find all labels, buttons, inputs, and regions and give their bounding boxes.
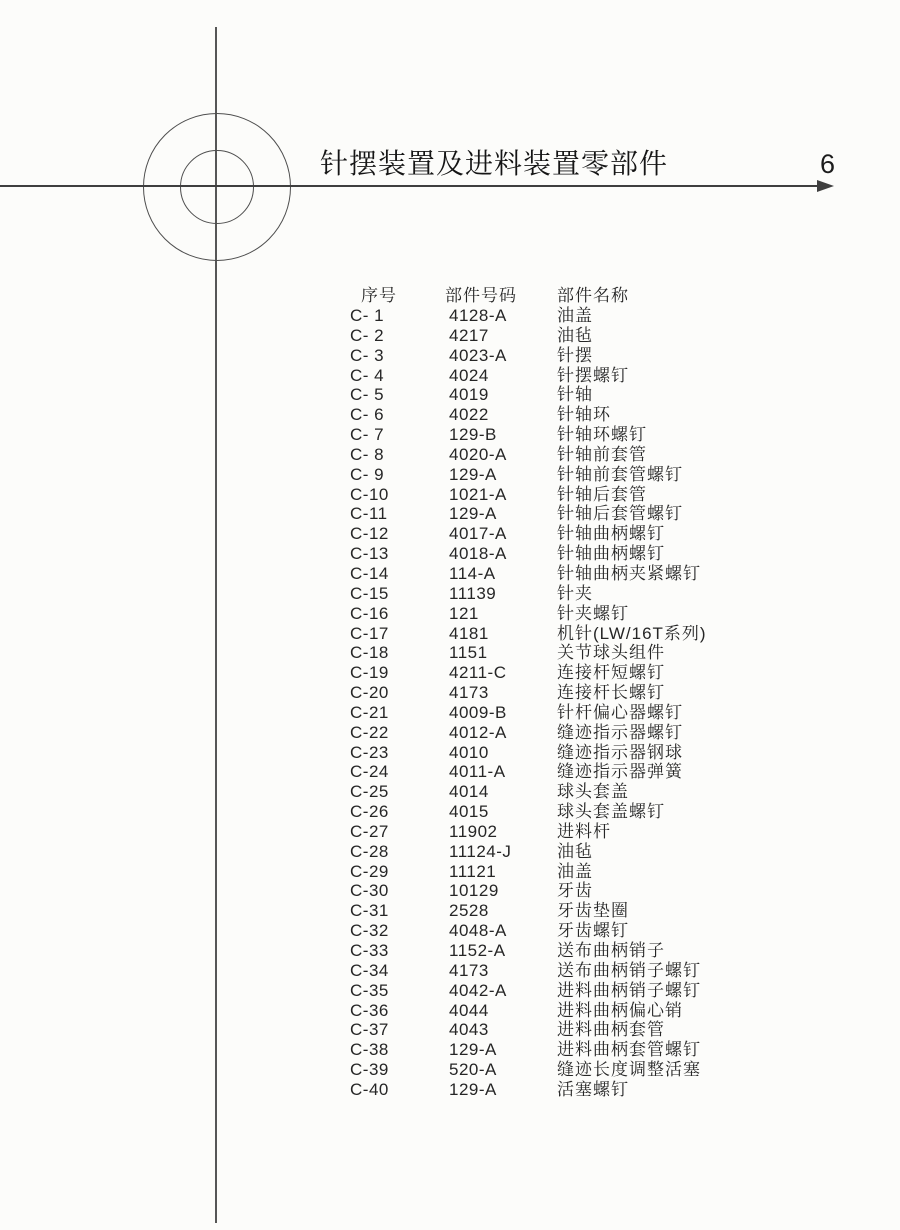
table-row [0, 981, 900, 1001]
cell-part-name: 针轴环 [557, 405, 611, 425]
cell-part-name: 针轴后套管螺钉 [557, 504, 683, 524]
cell-part-name: 针轴曲柄螺钉 [557, 544, 665, 564]
cell-part-name: 牙齿垫圈 [557, 901, 629, 921]
cell-serial: C-24 [350, 762, 389, 782]
table-row [0, 901, 900, 921]
cell-part-number: 1021-A [449, 484, 507, 504]
cell-part-name: 缝迹指示器螺钉 [557, 722, 683, 742]
table-row [0, 1060, 900, 1080]
cell-part-number: 114-A [449, 563, 496, 583]
cell-part-name: 缝迹长度调整活塞 [557, 1060, 701, 1080]
cell-serial: C-23 [350, 742, 389, 762]
cell-serial: C-34 [350, 960, 389, 980]
column-header-part-number: 部件号码 [445, 286, 517, 305]
cell-part-number: 1151 [449, 643, 488, 663]
cell-part-name: 针摆 [557, 345, 593, 365]
cell-part-number: 129-A [449, 464, 497, 484]
cell-part-number: 4022 [449, 405, 489, 425]
cell-serial: C-11 [350, 504, 388, 524]
cell-part-name: 送布曲柄销子 [557, 941, 665, 960]
cell-part-number: 2528 [449, 901, 489, 921]
table-row [0, 326, 900, 346]
table-row [0, 346, 900, 366]
cell-part-name: 针轴曲柄夹紧螺钉 [557, 563, 701, 583]
cell-serial: C-31 [350, 901, 389, 921]
cell-serial: C-21 [350, 702, 389, 722]
table-row [0, 723, 900, 743]
cell-serial: C-33 [350, 941, 389, 960]
table-row [0, 643, 900, 663]
table-row [0, 762, 900, 782]
cell-part-name: 牙齿 [557, 881, 593, 901]
cell-serial: C-37 [350, 1020, 389, 1040]
cell-part-name: 活塞螺钉 [557, 1079, 629, 1099]
table-row [0, 385, 900, 405]
cell-serial: C-19 [350, 663, 389, 683]
cell-serial: C- 6 [350, 405, 385, 425]
cell-part-number: 4018-A [449, 544, 507, 564]
cell-part-name: 连接杆长螺钉 [557, 683, 665, 703]
cell-serial: C-16 [350, 603, 389, 623]
cell-part-name: 针轴 [557, 385, 593, 405]
cell-part-number: 129-A [449, 504, 497, 524]
table-row [0, 504, 900, 524]
cell-part-number: 11902 [449, 821, 498, 841]
cell-serial: C-22 [350, 722, 389, 742]
cell-part-number: 4173 [449, 960, 489, 980]
cell-part-number: 129-A [449, 1079, 497, 1099]
table-row [0, 425, 900, 445]
column-header-serial: 序号 [361, 286, 397, 305]
cell-serial: C-20 [350, 683, 389, 703]
column-header-part-name: 部件名称 [557, 286, 629, 305]
cell-serial: C- 3 [350, 345, 385, 365]
table-row [0, 1020, 900, 1040]
cell-serial: C-15 [350, 583, 389, 603]
cell-serial: C- 7 [350, 425, 385, 445]
cell-part-number: 4014 [449, 782, 489, 802]
cell-part-name: 进料曲柄销子螺钉 [557, 980, 701, 1000]
arrow-right-icon [817, 180, 834, 192]
cell-serial: C- 2 [350, 325, 385, 345]
cell-part-number: 4010 [449, 742, 489, 762]
table-row [0, 445, 900, 465]
table-row [0, 485, 900, 505]
cell-part-number: 10129 [449, 881, 499, 901]
cell-part-number: 11124-J [449, 841, 512, 861]
cell-part-name: 进料曲柄偏心销 [557, 1000, 683, 1020]
table-header-row [0, 286, 900, 306]
page-number: 6 [820, 149, 836, 179]
table-row [0, 802, 900, 822]
cell-part-name: 针轴环螺钉 [557, 425, 647, 445]
cell-part-name: 针摆螺钉 [557, 365, 629, 385]
cell-part-number: 4009-B [449, 702, 507, 722]
cell-part-name: 针轴后套管 [557, 484, 647, 504]
cell-part-number: 4173 [449, 683, 489, 703]
table-row [0, 782, 900, 802]
table-row [0, 862, 900, 882]
cell-part-name: 缝迹指示器钢球 [557, 742, 683, 762]
cell-part-number: 121 [449, 603, 479, 623]
cell-serial: C-38 [350, 1040, 389, 1060]
cell-part-name: 球头套盖 [557, 782, 629, 802]
cell-serial: C-39 [350, 1060, 389, 1080]
cell-part-number: 129-A [449, 1040, 497, 1060]
cell-serial: C-27 [350, 821, 389, 841]
table-row [0, 584, 900, 604]
cell-part-number: 4042-A [449, 980, 507, 1000]
cell-part-number: 4024 [449, 365, 489, 385]
cell-part-name: 油毡 [557, 841, 593, 861]
cell-part-number: 4211-C [449, 663, 507, 683]
cell-part-name: 针轴前套管 [557, 444, 647, 464]
page-title: 针摆装置及进料装置零部件 [320, 148, 669, 179]
cell-part-number: 4217 [449, 325, 489, 345]
table-row [0, 544, 900, 564]
table-row [0, 683, 900, 703]
cell-serial: C- 9 [350, 464, 385, 484]
table-row [0, 604, 900, 624]
table-row [0, 703, 900, 723]
cell-part-name: 牙齿螺钉 [557, 921, 629, 941]
table-row [0, 921, 900, 941]
table-row [0, 306, 900, 326]
cell-part-name: 针夹螺钉 [557, 603, 629, 623]
cell-serial: C- 5 [350, 385, 385, 405]
table-row [0, 961, 900, 981]
table-row [0, 405, 900, 425]
cell-part-name: 进料曲柄套管螺钉 [557, 1040, 701, 1060]
cell-serial: C-12 [350, 524, 389, 544]
cell-part-number: 4020-A [449, 444, 507, 464]
cell-part-name: 针杆偏心器螺钉 [557, 702, 683, 722]
cell-serial: C-25 [350, 782, 389, 802]
cell-part-number: 4023-A [449, 345, 507, 365]
cell-part-number: 4019 [449, 385, 489, 405]
cell-part-name: 送布曲柄销子螺钉 [557, 960, 701, 980]
table-row [0, 941, 900, 961]
cell-part-number: 4012-A [449, 722, 507, 742]
cell-part-number: 4128-A [449, 306, 507, 325]
cell-serial: C-30 [350, 881, 389, 901]
table-row [0, 663, 900, 683]
cell-serial: C-35 [350, 980, 389, 1000]
cell-part-number: 129-B [449, 425, 497, 445]
cell-serial: C-10 [350, 484, 389, 504]
table-row [0, 1080, 900, 1100]
cell-serial: C-18 [350, 643, 389, 663]
table-row [0, 465, 900, 485]
table-row [0, 366, 900, 386]
cell-serial: C- 1 [350, 306, 385, 325]
cell-part-name: 针轴曲柄螺钉 [557, 524, 665, 544]
cell-part-number: 4048-A [449, 921, 507, 941]
table-row [0, 822, 900, 842]
cell-part-number: 4015 [449, 802, 489, 822]
table-row [0, 564, 900, 584]
cell-serial: C-26 [350, 802, 389, 822]
cell-part-name: 油盖 [557, 861, 593, 881]
table-row [0, 743, 900, 763]
cell-part-number: 4043 [449, 1020, 489, 1040]
cell-part-name: 机针(LW/16T系列) [557, 623, 707, 643]
cell-part-name: 油毡 [557, 325, 593, 345]
cell-serial: C- 8 [350, 444, 385, 464]
cell-serial: C-32 [350, 921, 389, 941]
cell-serial: C-14 [350, 563, 389, 583]
table-row [0, 524, 900, 544]
cell-serial: C-17 [350, 623, 389, 643]
cell-part-number: 1152-A [449, 941, 506, 960]
table-row [0, 842, 900, 862]
cell-part-name: 连接杆短螺钉 [557, 663, 665, 683]
table-row [0, 624, 900, 644]
cell-part-number: 520-A [449, 1060, 497, 1080]
cell-part-name: 缝迹指示器弹簧 [557, 762, 683, 782]
cell-part-name: 进料杆 [557, 821, 611, 841]
table-row [0, 881, 900, 901]
cell-part-name: 油盖 [557, 306, 593, 325]
cell-serial: C-40 [350, 1079, 389, 1099]
cell-serial: C-28 [350, 841, 389, 861]
cell-part-number: 4044 [449, 1000, 489, 1020]
cell-part-name: 针轴前套管螺钉 [557, 464, 683, 484]
cell-part-name: 球头套盖螺钉 [557, 802, 665, 822]
table-row [0, 1001, 900, 1021]
cell-serial: C-36 [350, 1000, 389, 1020]
cell-part-name: 关节球头组件 [557, 643, 665, 663]
cell-part-number: 4017-A [449, 524, 507, 544]
registration-mark-inner-circle [180, 150, 254, 224]
table-row [0, 1040, 900, 1060]
horizontal-rule [0, 185, 820, 187]
cell-part-number: 4011-A [449, 762, 506, 782]
cell-serial: C-13 [350, 544, 389, 564]
cell-serial: C- 4 [350, 365, 385, 385]
cell-part-number: 11139 [449, 583, 497, 603]
cell-part-name: 针夹 [557, 583, 593, 603]
parts-table-rows [0, 306, 900, 1100]
cell-serial: C-29 [350, 861, 389, 881]
cell-part-number: 4181 [449, 623, 489, 643]
cell-part-number: 11121 [449, 861, 497, 881]
cell-part-name: 进料曲柄套管 [557, 1020, 665, 1040]
